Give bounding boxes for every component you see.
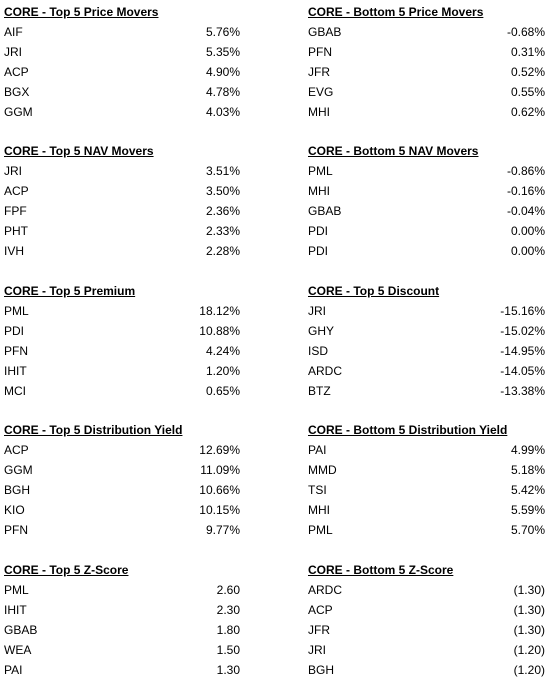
ticker-cell: ACP [4,65,29,79]
table-row [308,102,545,122]
table-row [4,181,240,201]
value-cell: 11.09% [200,463,240,477]
table-row [4,480,240,500]
value-cell: 5.70% [510,523,545,537]
ticker-cell: IHIT [4,364,27,378]
ticker-cell: TSI [308,483,327,497]
table-row [4,321,240,341]
ticker-cell: IVH [4,244,25,258]
ticker-cell: PML [308,523,333,537]
value-cell: 5.76% [205,25,240,39]
table-title: CORE - Bottom 5 Z-Score [308,563,454,577]
value-cell: 1.80 [216,623,240,637]
table-right-3 [308,420,549,540]
ticker-cell: BGX [4,85,30,99]
table-row [4,440,240,460]
table-row [4,82,240,102]
value-cell: -0.16% [506,184,545,198]
value-cell: 0.65% [205,384,240,398]
value-cell: 5.59% [510,503,545,517]
value-cell: 1.20% [205,364,240,378]
table-row [4,62,240,82]
value-cell: 2.36% [205,204,240,218]
value-cell: 0.55% [510,85,545,99]
table-left-2 [4,281,248,401]
table-row [4,102,240,122]
table-right-4 [308,560,549,680]
ticker-cell: BTZ [308,384,331,398]
table-row [308,181,545,201]
table-right-0 [308,2,549,122]
ticker-cell: EVG [308,85,334,99]
table-row [308,460,545,480]
value-cell: 18.12% [199,304,240,318]
ticker-cell: PML [308,164,333,178]
value-cell: (1.30) [513,623,545,637]
ticker-cell: BGH [4,483,31,497]
table-right-2 [308,281,549,401]
table-row [308,341,545,361]
value-cell: 4.99% [510,443,545,457]
value-cell: 4.03% [205,105,240,119]
table-right-1 [308,141,549,261]
table-row [4,42,240,62]
table-title: CORE - Top 5 Price Movers [4,5,159,19]
ticker-cell: MCI [4,384,26,398]
value-cell: (1.30) [513,583,545,597]
table-row [308,361,545,381]
table-row [4,460,240,480]
ticker-cell: MHI [308,184,330,198]
table-row [4,241,240,261]
ticker-cell: PDI [308,224,329,238]
ticker-cell: AIF [4,25,23,39]
ticker-cell: GBAB [4,623,38,637]
table-row [308,520,545,540]
value-cell: 0.00% [510,244,545,258]
ticker-cell: KIO [4,503,25,517]
ticker-cell: PAI [4,663,23,677]
ticker-cell: BGH [308,663,335,677]
table-row [4,361,240,381]
value-cell: 1.50 [216,643,240,657]
value-cell: 4.24% [205,344,240,358]
value-cell: -0.86% [506,164,545,178]
value-cell: 4.90% [205,65,240,79]
table-row [4,660,240,680]
value-cell: -14.95% [500,344,545,358]
table-row [308,600,545,620]
ticker-cell: GBAB [308,25,342,39]
value-cell: 12.69% [199,443,240,457]
table-row [308,381,545,401]
table-row [308,620,545,640]
ticker-cell: ARDC [308,583,343,597]
ticker-cell: PHT [4,224,28,238]
ticker-cell: PAI [308,443,327,457]
value-cell: 3.50% [205,184,240,198]
value-cell: 2.30 [216,603,240,617]
value-cell: -0.68% [506,25,545,39]
table-title: CORE - Top 5 Discount [308,284,440,298]
value-cell: (1.20) [513,643,545,657]
table-row [308,301,545,321]
ticker-cell: JRI [4,164,22,178]
ticker-cell: JRI [308,643,326,657]
table-row [308,480,545,500]
ticker-cell: WEA [4,643,32,657]
table-left-3 [4,420,248,540]
ticker-cell: PFN [4,523,28,537]
table-row [4,201,240,221]
ticker-cell: PFN [308,45,332,59]
table-row [4,301,240,321]
table-title: CORE - Bottom 5 Distribution Yield [308,423,508,437]
value-cell: 0.62% [510,105,545,119]
ticker-cell: ACP [308,603,333,617]
value-cell: 2.60 [216,583,240,597]
table-row [4,520,240,540]
ticker-cell: JRI [308,304,326,318]
table-title: CORE - Top 5 NAV Movers [4,144,154,158]
value-cell: 5.18% [510,463,545,477]
table-row [308,22,545,42]
ticker-cell: FPF [4,204,27,218]
value-cell: 1.30 [216,663,240,677]
table-row [308,440,545,460]
value-cell: (1.30) [513,603,545,617]
ticker-cell: PML [4,583,29,597]
value-cell: 10.66% [199,483,240,497]
value-cell: 9.77% [205,523,240,537]
value-cell: 2.33% [205,224,240,238]
value-cell: 3.51% [205,164,240,178]
table-title: CORE - Top 5 Z-Score [4,563,129,577]
ticker-cell: PML [4,304,29,318]
ticker-cell: ISD [308,344,329,358]
value-cell: 10.88% [199,324,240,338]
table-row [308,640,545,660]
table-left-1 [4,141,248,261]
table-row [308,660,545,680]
ticker-cell: JFR [308,623,330,637]
value-cell: 10.15% [199,503,240,517]
value-cell: 4.78% [205,85,240,99]
ticker-cell: ACP [4,184,29,198]
value-cell: -0.04% [506,204,545,218]
ticker-cell: GGM [4,105,33,119]
ticker-cell: MHI [308,503,330,517]
value-cell: -13.38% [500,384,545,398]
ticker-cell: MHI [308,105,330,119]
table-row [4,221,240,241]
value-cell: 5.35% [205,45,240,59]
value-cell: -15.16% [500,304,545,318]
table-row [308,500,545,520]
value-cell: 0.52% [510,65,545,79]
value-cell: -14.05% [500,364,545,378]
table-row [4,341,240,361]
table-row [4,580,240,600]
ticker-cell: GBAB [308,204,342,218]
ticker-cell: JFR [308,65,330,79]
table-row [4,640,240,660]
table-row [308,62,545,82]
ticker-cell: PDI [308,244,329,258]
table-row [4,500,240,520]
table-title: CORE - Top 5 Distribution Yield [4,423,183,437]
table-row [308,201,545,221]
table-row [308,221,545,241]
table-row [4,161,240,181]
table-row [4,22,240,42]
ticker-cell: ARDC [308,364,343,378]
table-row [308,42,545,62]
value-cell: 2.28% [205,244,240,258]
table-title: CORE - Bottom 5 NAV Movers [308,144,479,158]
ticker-cell: ACP [4,443,29,457]
table-left-4 [4,560,248,680]
table-row [308,580,545,600]
ticker-cell: GGM [4,463,33,477]
ticker-cell: PDI [4,324,25,338]
table-row [4,620,240,640]
value-cell: -15.02% [500,324,545,338]
ticker-cell: PFN [4,344,28,358]
ticker-cell: IHIT [4,603,27,617]
table-left-0 [4,2,248,122]
table-row [308,161,545,181]
table-row [308,82,545,102]
ticker-cell: MMD [308,463,337,477]
value-cell: 0.31% [510,45,545,59]
table-row [308,321,545,341]
ticker-cell: GHY [308,324,335,338]
ticker-cell: JRI [4,45,22,59]
table-title: CORE - Bottom 5 Price Movers [308,5,484,19]
table-row [308,241,545,261]
table-row [4,600,240,620]
table-title: CORE - Top 5 Premium [4,284,136,298]
value-cell: (1.20) [513,663,545,677]
value-cell: 5.42% [510,483,545,497]
table-row [4,381,240,401]
value-cell: 0.00% [510,224,545,238]
